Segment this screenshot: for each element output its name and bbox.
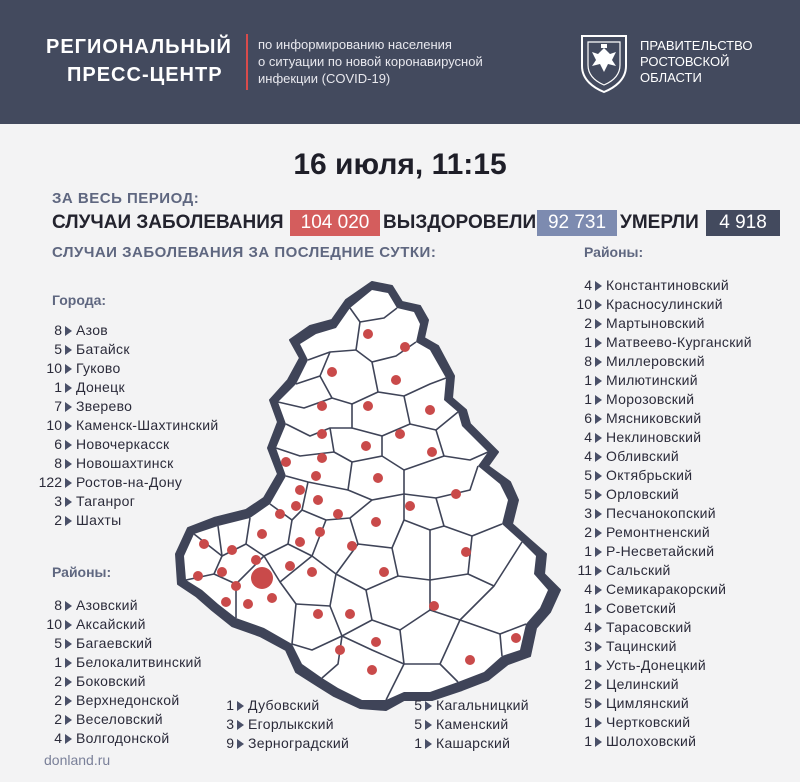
place-name: Верхнедонской: [76, 692, 180, 708]
case-dot: [371, 517, 381, 527]
list-item: [572, 733, 796, 752]
list-item: [572, 296, 796, 315]
place-name: Егорлыкский: [248, 716, 334, 732]
triangle-bullet-icon: [65, 715, 72, 725]
triangle-bullet-icon: [595, 604, 602, 614]
case-dot: [511, 633, 521, 643]
case-dot: [317, 453, 327, 463]
triangle-bullet-icon: [595, 395, 602, 405]
died-value-badge: 4 918: [706, 210, 780, 236]
case-dot: [307, 567, 317, 577]
triangle-bullet-icon: [65, 440, 72, 450]
case-dot: [379, 567, 389, 577]
place-name: Морозовский: [606, 391, 695, 407]
case-dot: [327, 367, 337, 377]
case-count: 3: [584, 638, 592, 654]
list-item: [410, 716, 570, 735]
place-name: Тацинский: [606, 638, 677, 654]
header-description-line1: по информированию населения: [258, 37, 452, 52]
case-dot: [367, 665, 377, 675]
case-count: 8: [54, 597, 62, 613]
case-count: 1: [584, 334, 592, 350]
case-dot: [425, 405, 435, 415]
place-name: Гуково: [76, 360, 121, 376]
list-item: [32, 474, 272, 493]
list-item: [32, 398, 272, 417]
list-item: [572, 391, 796, 410]
districts-middle-list-2: [410, 697, 570, 754]
site-footer: donland.ru: [44, 752, 111, 768]
triangle-bullet-icon: [65, 421, 72, 431]
case-dot: [313, 609, 323, 619]
place-name: Р-Несветайский: [606, 543, 715, 559]
government-title-line3: ОБЛАСТИ: [640, 70, 702, 85]
list-item: [32, 673, 242, 692]
triangle-bullet-icon: [595, 661, 602, 671]
case-dot: [363, 329, 373, 339]
triangle-bullet-icon: [595, 699, 602, 709]
list-item: [572, 429, 796, 448]
case-dot: [427, 447, 437, 457]
districts-middle-list-1: [222, 697, 382, 754]
case-dot: [311, 471, 321, 481]
list-item: [32, 635, 242, 654]
place-name: Целинский: [606, 676, 679, 692]
triangle-bullet-icon: [65, 326, 72, 336]
place-name: Ростов-на-Дону: [76, 474, 183, 490]
case-dot: [451, 489, 461, 499]
list-item: [222, 735, 382, 754]
triangle-bullet-icon: [595, 623, 602, 633]
place-name: Милютинский: [606, 372, 698, 388]
case-count: 2: [584, 676, 592, 692]
place-name: Каменский: [436, 716, 509, 732]
case-dot: [345, 609, 355, 619]
case-dot: [243, 599, 253, 609]
case-count: 3: [584, 505, 592, 521]
case-dot: [465, 655, 475, 665]
case-count: 9: [226, 735, 234, 751]
cities-list: [32, 322, 272, 531]
place-name: Дубовский: [248, 697, 320, 713]
triangle-bullet-icon: [237, 739, 244, 749]
list-item: [410, 697, 570, 716]
triangle-bullet-icon: [65, 601, 72, 611]
place-name: Азовский: [76, 597, 138, 613]
place-name: Веселовский: [76, 711, 163, 727]
list-item: [572, 467, 796, 486]
list-item: [572, 581, 796, 600]
triangle-bullet-icon: [65, 497, 72, 507]
place-name: Новошахтинск: [76, 455, 174, 471]
triangle-bullet-icon: [595, 680, 602, 690]
case-count: 1: [584, 657, 592, 673]
list-item: [32, 692, 242, 711]
place-name: Обливский: [606, 448, 680, 464]
place-name: Батайск: [76, 341, 130, 357]
case-count: 4: [584, 448, 592, 464]
list-item: [572, 619, 796, 638]
triangle-bullet-icon: [595, 737, 602, 747]
case-count: 7: [54, 398, 62, 414]
place-name: Мясниковский: [606, 410, 702, 426]
case-dot: [317, 401, 327, 411]
case-count: 3: [54, 493, 62, 509]
list-item: [32, 711, 242, 730]
government-title-line1: ПРАВИТЕЛЬСТВО: [640, 38, 753, 53]
districts-left-list: [32, 597, 242, 749]
list-item: [572, 638, 796, 657]
place-name: Белокалитвинский: [76, 654, 202, 670]
case-dot: [371, 637, 381, 647]
case-count: 5: [54, 341, 62, 357]
case-dot: [315, 527, 325, 537]
period-label: ЗА ВЕСЬ ПЕРИОД:: [52, 190, 200, 207]
triangle-bullet-icon: [65, 345, 72, 355]
triangle-bullet-icon: [595, 376, 602, 386]
case-count: 1: [226, 697, 234, 713]
case-count: 4: [54, 730, 62, 746]
place-name: Миллеровский: [606, 353, 705, 369]
list-item: [222, 716, 382, 735]
list-item: [572, 543, 796, 562]
triangle-bullet-icon: [65, 639, 72, 649]
triangle-bullet-icon: [595, 357, 602, 367]
case-dot: [199, 539, 209, 549]
list-item: [572, 676, 796, 695]
triangle-bullet-icon: [65, 734, 72, 744]
place-name: Волгодонской: [76, 730, 170, 746]
triangle-bullet-icon: [595, 718, 602, 728]
triangle-bullet-icon: [595, 642, 602, 652]
case-count: 5: [584, 695, 592, 711]
triangle-bullet-icon: [65, 459, 72, 469]
list-item: [572, 524, 796, 543]
triangle-bullet-icon: [595, 471, 602, 481]
place-name: Чертковский: [606, 714, 691, 730]
cities-title: Города:: [52, 292, 107, 308]
case-count: 122: [38, 474, 62, 490]
place-name: Семикаракорский: [606, 581, 727, 597]
case-dot: [281, 457, 291, 467]
place-name: Таганрог: [76, 493, 136, 509]
place-name: Кашарский: [436, 735, 511, 751]
case-count: 1: [584, 714, 592, 730]
case-dot: [217, 567, 227, 577]
case-count: 4: [584, 619, 592, 635]
triangle-bullet-icon: [595, 414, 602, 424]
list-item: [32, 616, 242, 635]
place-name: Аксайский: [76, 616, 146, 632]
header-description-line2: о ситуации по новой коронавирусной: [258, 54, 483, 69]
case-dot: [333, 509, 343, 519]
list-item: [32, 436, 272, 455]
case-dot: [373, 473, 383, 483]
place-name: Шахты: [76, 512, 122, 528]
case-count: 5: [414, 716, 422, 732]
case-dot: [275, 509, 285, 519]
place-name: Красносулинский: [606, 296, 723, 312]
case-dot: [285, 561, 295, 571]
case-dot: [335, 645, 345, 655]
list-item: [572, 505, 796, 524]
report-date: 16 июля, 11:15: [293, 148, 507, 181]
list-item: [572, 372, 796, 391]
case-count: 1: [584, 600, 592, 616]
place-name: Неклиновский: [606, 429, 702, 445]
triangle-bullet-icon: [65, 383, 72, 393]
place-name: Зверево: [76, 398, 133, 414]
list-item: [222, 697, 382, 716]
list-item: [32, 341, 272, 360]
place-name: Матвеево-Курганский: [606, 334, 752, 350]
case-count: 1: [584, 543, 592, 559]
case-count: 1: [54, 379, 62, 395]
case-count: 1: [414, 735, 422, 751]
case-count: 10: [46, 616, 62, 632]
case-dot: [361, 441, 371, 451]
triangle-bullet-icon: [595, 490, 602, 500]
case-dot: [347, 541, 357, 551]
case-count: 5: [414, 697, 422, 713]
place-name: Мартыновский: [606, 315, 705, 331]
place-name: Ремонтненский: [606, 524, 710, 540]
list-item: [32, 597, 242, 616]
place-name: Кагальницкий: [436, 697, 529, 713]
triangle-bullet-icon: [595, 319, 602, 329]
case-dot: [295, 485, 305, 495]
triangle-bullet-icon: [595, 300, 602, 310]
case-count: 6: [54, 436, 62, 452]
list-item: [572, 353, 796, 372]
list-item: [572, 277, 796, 296]
case-count: 5: [54, 635, 62, 651]
case-dot: [363, 401, 373, 411]
case-dot: [267, 593, 277, 603]
triangle-bullet-icon: [595, 528, 602, 538]
triangle-bullet-icon: [425, 720, 432, 730]
case-count: 11: [577, 562, 592, 578]
triangle-bullet-icon: [65, 478, 72, 488]
case-dot: [400, 342, 410, 352]
list-item: [572, 410, 796, 429]
list-item: [32, 379, 272, 398]
list-item: [572, 695, 796, 714]
place-name: Донецк: [76, 379, 125, 395]
list-item: [32, 360, 272, 379]
list-item: [32, 654, 242, 673]
case-dot: [227, 545, 237, 555]
place-name: Багаевский: [76, 635, 153, 651]
case-dot: [295, 537, 305, 547]
case-dot: [429, 601, 439, 611]
place-name: Каменск-Шахтинский: [76, 417, 219, 433]
list-item: [572, 562, 796, 581]
case-count: 3: [226, 716, 234, 732]
place-name: Тарасовский: [606, 619, 692, 635]
place-name: Новочеркасск: [76, 436, 170, 452]
list-item: [410, 735, 570, 754]
case-count: 10: [46, 417, 62, 433]
case-count: 2: [54, 711, 62, 727]
place-name: Зерноградский: [248, 735, 350, 751]
triangle-bullet-icon: [65, 677, 72, 687]
header-description-line3: инфекции (COVID-19): [258, 71, 391, 86]
triangle-bullet-icon: [425, 701, 432, 711]
districts-left-title: Районы:: [52, 564, 112, 580]
list-item: [572, 334, 796, 353]
case-count: 1: [584, 372, 592, 388]
last-day-label: СЛУЧАИ ЗАБОЛЕВАНИЯ ЗА ПОСЛЕДНИЕ СУТКИ:: [52, 244, 437, 261]
districts-right-title: Районы:: [584, 244, 644, 260]
case-count: 4: [584, 429, 592, 445]
triangle-bullet-icon: [65, 658, 72, 668]
press-center-title-line1: РЕГИОНАЛЬНЫЙ: [46, 36, 232, 58]
list-item: [32, 417, 272, 436]
list-item: [32, 512, 272, 531]
triangle-bullet-icon: [237, 720, 244, 730]
case-count: 10: [576, 296, 592, 312]
districts-right-list: [572, 277, 796, 752]
recovered-value-badge: 92 731: [537, 210, 617, 236]
place-name: Шолоховский: [606, 733, 697, 749]
case-count: 2: [54, 673, 62, 689]
case-count: 8: [54, 322, 62, 338]
place-name: Боковский: [76, 673, 146, 689]
triangle-bullet-icon: [65, 364, 72, 374]
cases-label: СЛУЧАИ ЗАБОЛЕВАНИЯ: [52, 212, 284, 233]
list-item: [32, 455, 272, 474]
place-name: Усть-Донецкий: [606, 657, 706, 673]
place-name: Константиновский: [606, 277, 730, 293]
press-center-title-line2: ПРЕСС-ЦЕНТР: [67, 64, 223, 86]
place-name: Советский: [606, 600, 677, 616]
case-count: 1: [54, 654, 62, 670]
triangle-bullet-icon: [425, 739, 432, 749]
place-name: Азов: [76, 322, 109, 338]
case-count: 1: [584, 391, 592, 407]
case-count: 2: [54, 512, 62, 528]
case-count: 2: [54, 692, 62, 708]
case-count: 4: [584, 277, 592, 293]
triangle-bullet-icon: [65, 402, 72, 412]
case-dot: [395, 429, 405, 439]
case-count: 10: [46, 360, 62, 376]
list-item: [572, 600, 796, 619]
triangle-bullet-icon: [595, 547, 602, 557]
case-dot: [391, 375, 401, 385]
government-title-line2: РОСТОВСКОЙ: [640, 54, 730, 69]
case-dot: [251, 555, 261, 565]
place-name: Сальский: [606, 562, 671, 578]
list-item: [32, 493, 272, 512]
case-count: 5: [584, 467, 592, 483]
case-dot: [291, 501, 301, 511]
list-item: [572, 657, 796, 676]
case-count: 8: [54, 455, 62, 471]
list-item: [32, 322, 272, 341]
triangle-bullet-icon: [595, 585, 602, 595]
case-count: 8: [584, 353, 592, 369]
case-count: 1: [584, 733, 592, 749]
place-name: Песчанокопский: [606, 505, 716, 521]
triangle-bullet-icon: [595, 338, 602, 348]
case-dot: [313, 495, 323, 505]
case-dot: [317, 429, 327, 439]
list-item: [32, 730, 242, 749]
place-name: Цимлянский: [606, 695, 690, 711]
place-name: Октябрьский: [606, 467, 693, 483]
case-dot: [405, 501, 415, 511]
case-count: 5: [584, 486, 592, 502]
died-label: УМЕРЛИ: [620, 212, 699, 233]
cases-value-badge: 104 020: [290, 210, 380, 236]
triangle-bullet-icon: [65, 620, 72, 630]
rostov-case-dot-large: [251, 567, 273, 589]
triangle-bullet-icon: [595, 433, 602, 443]
case-dot: [461, 547, 471, 557]
case-dot: [231, 581, 241, 591]
case-count: 2: [584, 524, 592, 540]
list-item: [572, 315, 796, 334]
triangle-bullet-icon: [237, 701, 244, 711]
triangle-bullet-icon: [595, 281, 602, 291]
place-name: Орловский: [606, 486, 680, 502]
triangle-bullet-icon: [595, 566, 602, 576]
triangle-bullet-icon: [65, 696, 72, 706]
list-item: [572, 448, 796, 467]
triangle-bullet-icon: [595, 509, 602, 519]
triangle-bullet-icon: [65, 516, 72, 526]
case-count: 4: [584, 581, 592, 597]
list-item: [572, 486, 796, 505]
case-count: 2: [584, 315, 592, 331]
case-dot: [193, 571, 203, 581]
list-item: [572, 714, 796, 733]
case-count: 6: [584, 410, 592, 426]
recovered-label: ВЫЗДОРОВЕЛИ: [383, 212, 537, 233]
triangle-bullet-icon: [595, 452, 602, 462]
